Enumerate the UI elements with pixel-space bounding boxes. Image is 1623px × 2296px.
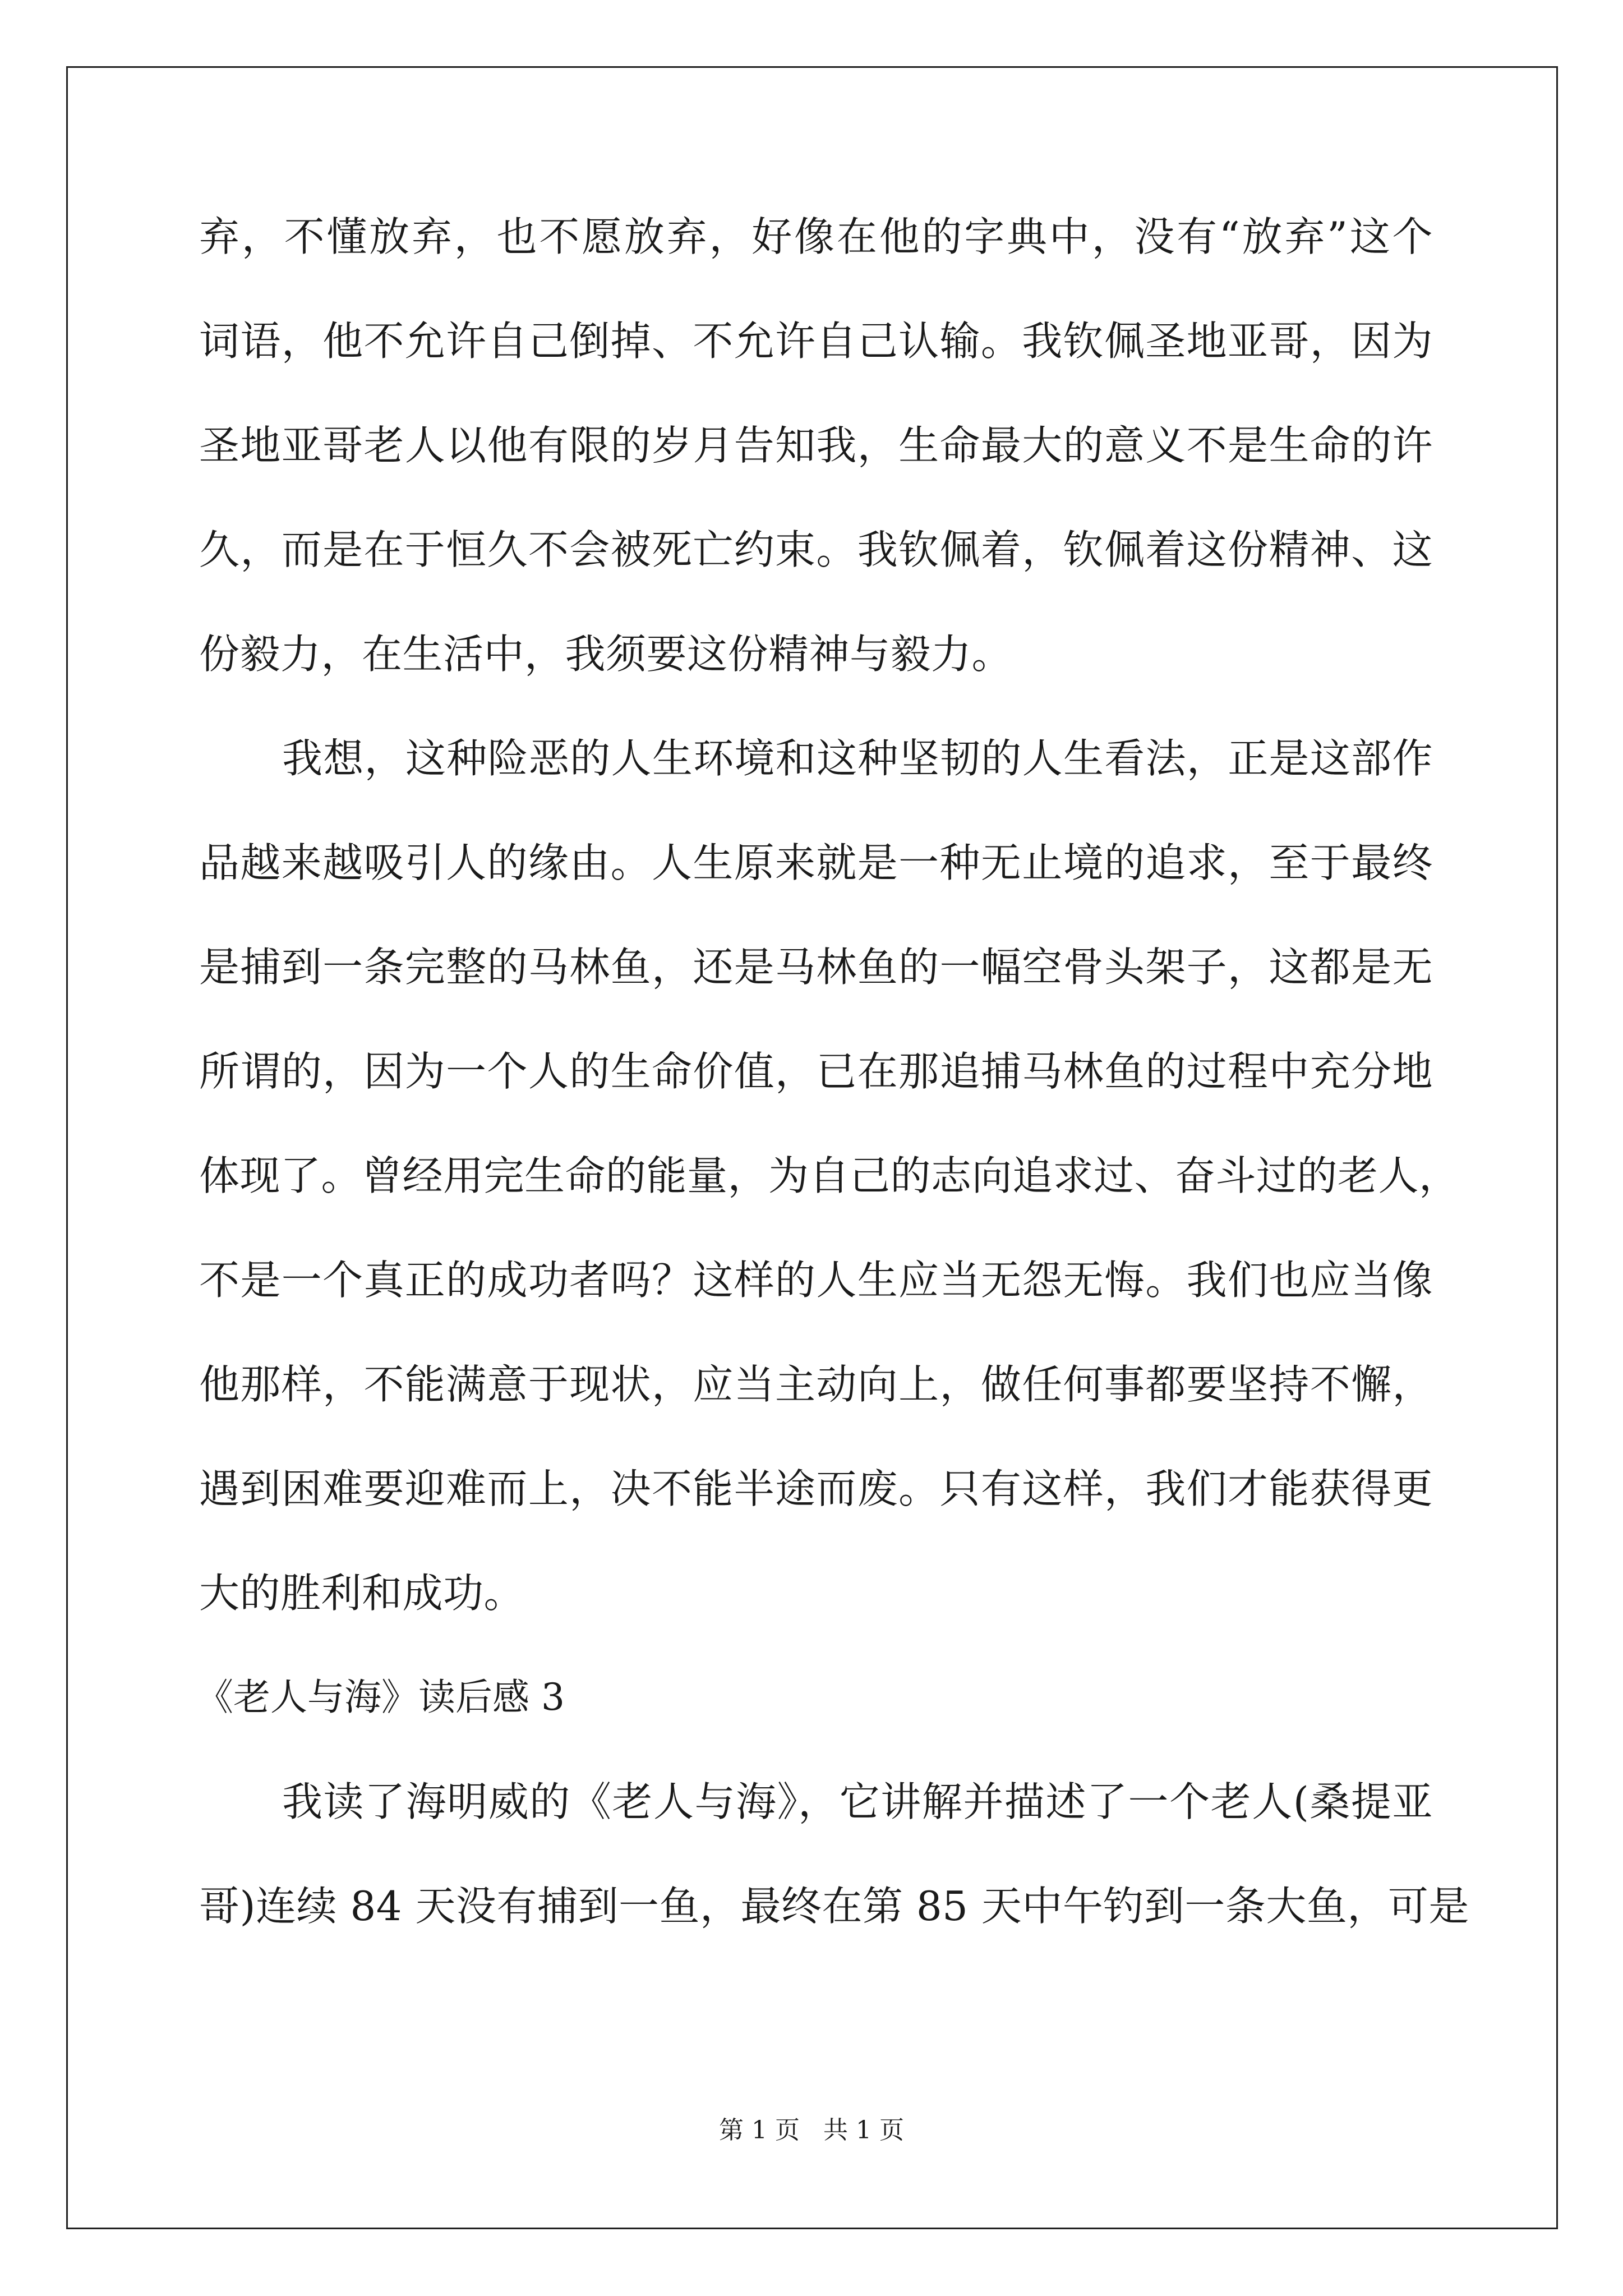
paragraph-first-line: 我读了海明威的《老人与海》，它讲解并描述了一个老人(桑提亚 — [282, 1778, 1433, 1825]
text-line: 久，而是在于恒久不会被死亡约束。我钦佩着，钦佩着这份精神、这 — [199, 526, 1433, 573]
text-line: 不是一个真正的成功者吗？这样的人生应当无怨无悔。我们也应当像 — [199, 1257, 1433, 1304]
text-line: 大的胜利和成功。 — [199, 1570, 525, 1617]
text-line: 圣地亚哥老人以他有限的岁月告知我，生命最大的意义不是生命的许 — [199, 422, 1433, 469]
text-line: 词语，他不允许自己倒掉、不允许自己认输。我钦佩圣地亚哥，因为 — [199, 318, 1433, 365]
document-body — [196, 210, 1469, 1984]
text-line: 弃，不懂放弃，也不愿放弃，好像在他的字典中，没有“放弃”这个 — [199, 213, 1433, 260]
page-footer: 第 1 页 共 1 页 — [719, 2116, 904, 2145]
paragraph-first-line: 我想，这种险恶的人生环境和这种坚韧的人生看法，正是这部作 — [282, 735, 1433, 782]
text-line: 体现了。曾经用完生命的能量，为自己的志向追求过、奋斗过的老人， — [199, 1152, 1460, 1199]
text-line: 是捕到一条完整的马林鱼，还是马林鱼的一幅空骨头架子，这都是无 — [199, 944, 1433, 991]
text-line: 份毅力，在生活中，我须要这份精神与毅力。 — [199, 631, 1013, 678]
text-line: 他那样，不能满意于现状，应当主动向上，做任何事都要坚持不懈， — [199, 1361, 1433, 1408]
text-line: 哥)连续 84 天没有捕到一鱼，最终在第 85 天中午钓到一条大鱼，可是 — [199, 1883, 1469, 1930]
text-line: 遇到困难要迎难而上，决不能半途而废。只有这样，我们才能获得更 — [199, 1465, 1433, 1512]
text-line: 所谓的，因为一个人的生命价值，已在那追捕马林鱼的过程中充分地 — [199, 1048, 1433, 1095]
text-line: 品越来越吸引人的缘由。人生原来就是一种无止境的追求，至于最终 — [199, 839, 1433, 886]
section-heading: 《老人与海》读后感 3 — [196, 1676, 565, 1719]
